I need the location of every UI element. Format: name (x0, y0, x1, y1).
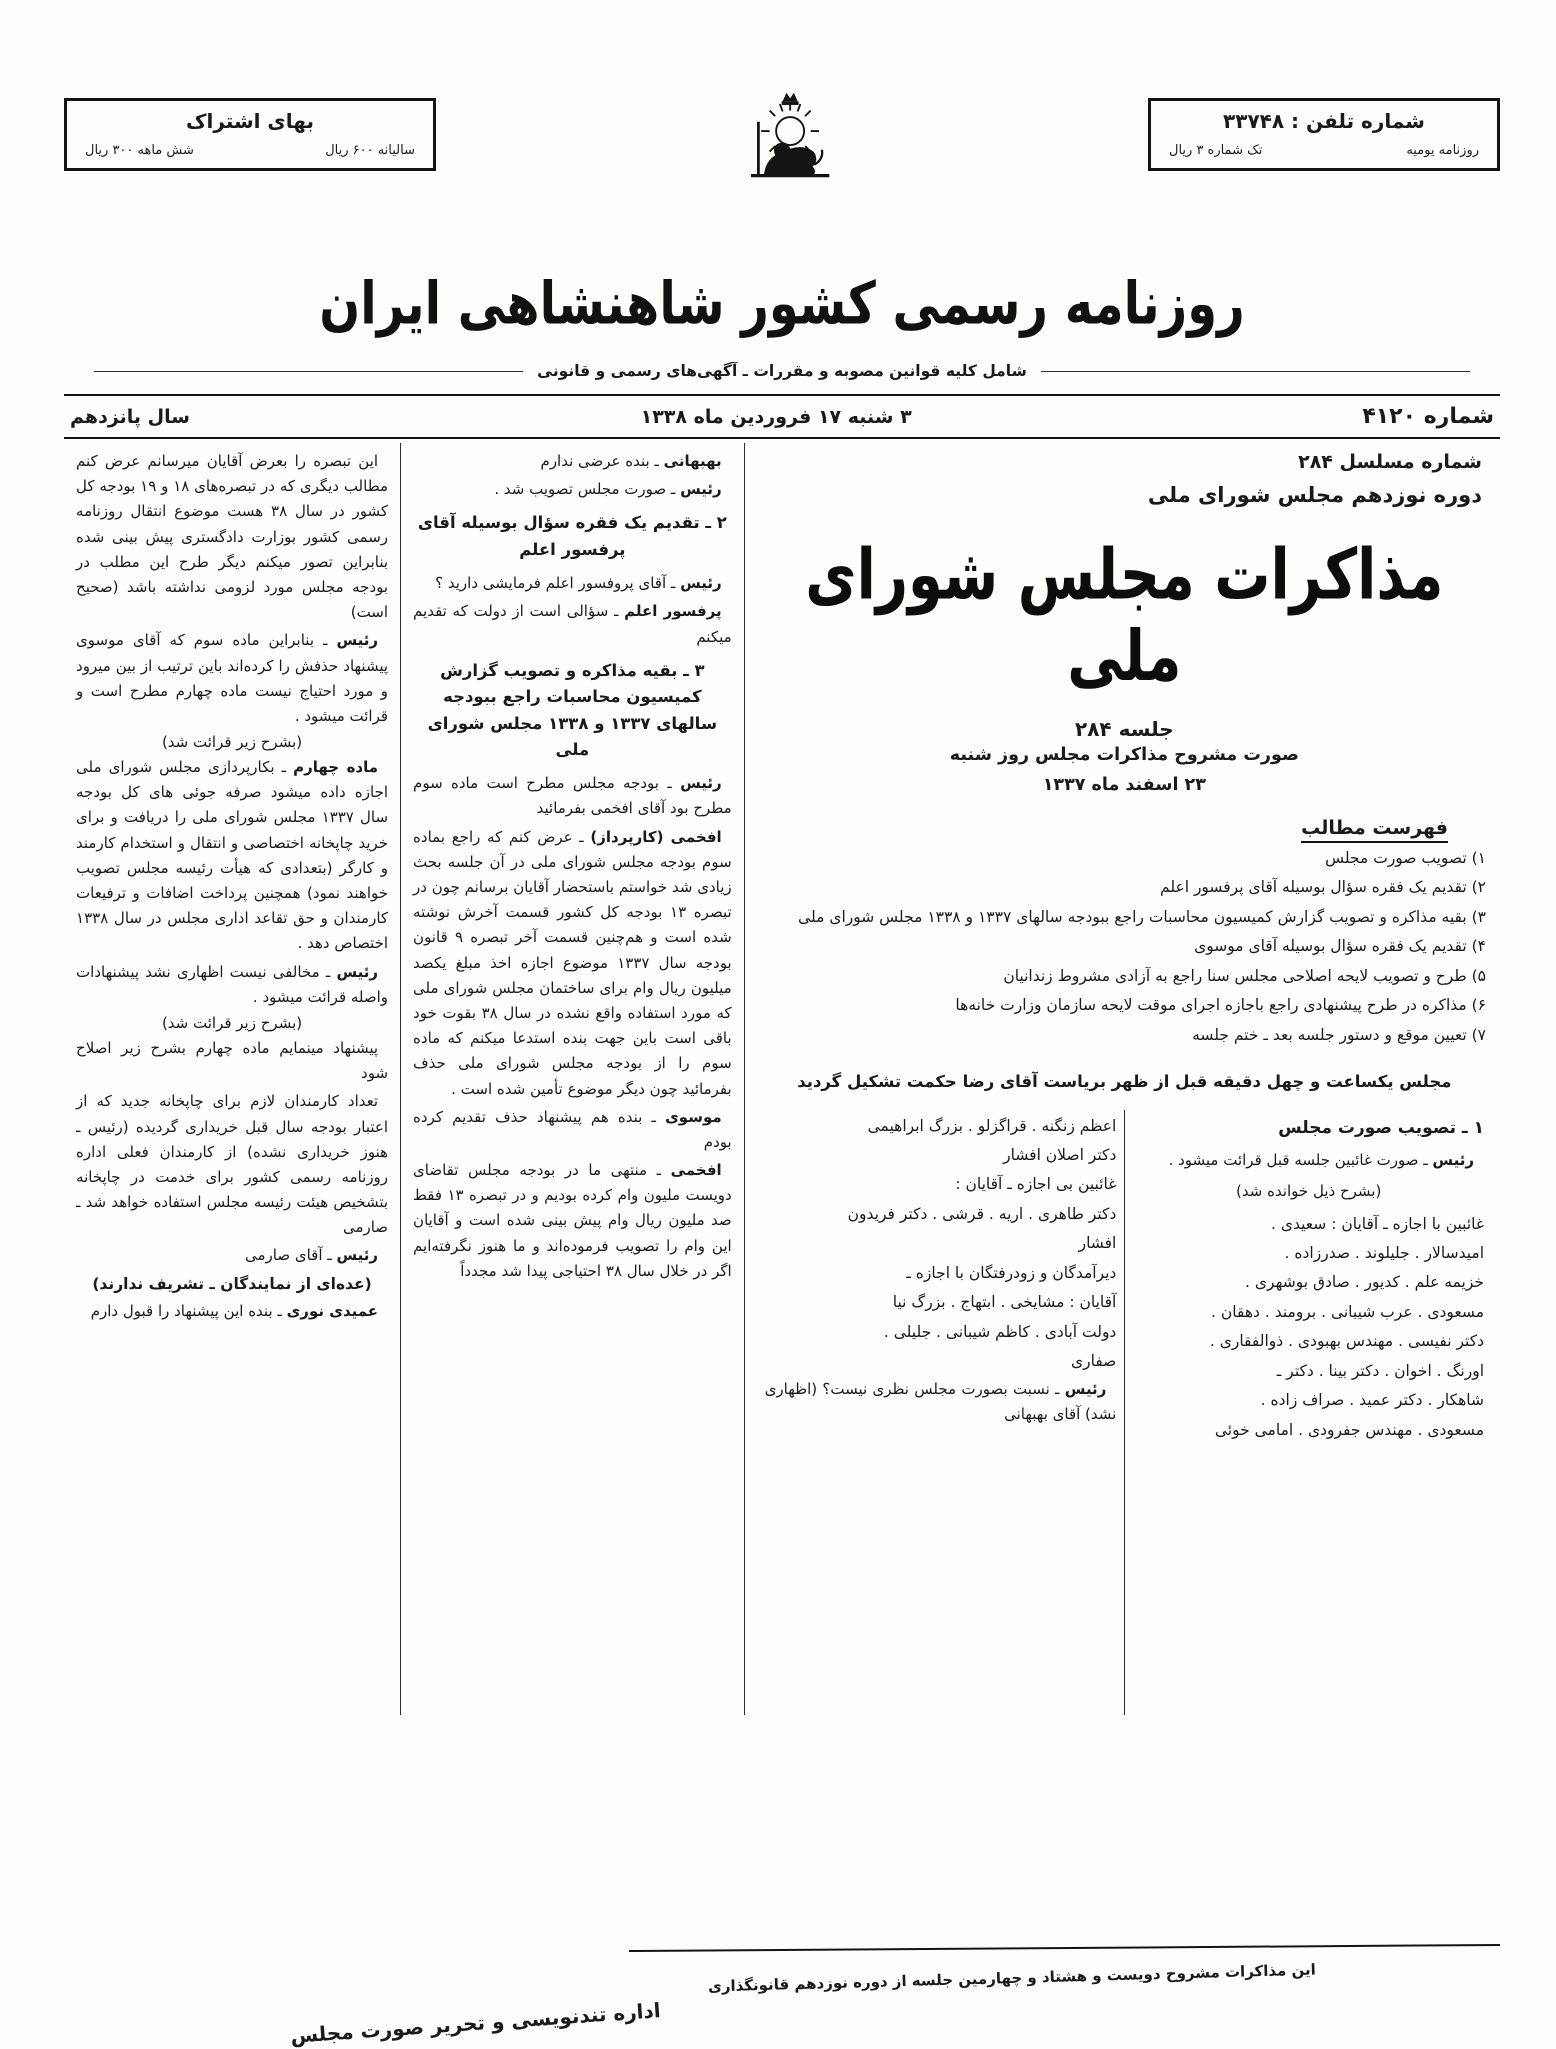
session-description: صورت مشروح مذاکرات مجلس روز شنبه (949, 745, 1299, 765)
absent-names-line: افشار (1078, 1234, 1117, 1253)
minutes-column-left (757, 1110, 1125, 1715)
newspaper-subtitle-rule (64, 362, 1500, 380)
session-opening-note: مجلس یکساعت و چهل دقیقه قبل از ظهر بریاست آقای رضا حکمت تشکیل گردید (797, 1071, 1452, 1091)
paragraph: بهبهانی ـ بنده عرضی ندارم (540, 452, 722, 470)
paragraph: رئیس ـ آقای صارمی (245, 1246, 379, 1265)
middle-column (400, 443, 745, 1715)
toc-item: ۳) بقیه مذاکره و تصویب گزارش کمیسیون محاسبات راجع ببودجه سالهای ۱۳۳۷ و ۱۳۳۸ مجلس شورای ملی (798, 907, 1486, 926)
minutes-subcolumns (757, 1110, 1492, 1715)
paragraph: رئیس ـ صورت غائبین جلسه قبل قرائت میشود . (1168, 1150, 1474, 1169)
paragraph: رئیس ـ نسبت بصورت مجلس نظری نیست؟ (اظهاری نشد) آقای بهبهانی (764, 1379, 1117, 1423)
paragraph: افخمی ـ منتهی ما در بودجه مجلس تقاضای دویست ملیون وام کرده بودیم و در تبصره ۱۳ فقط صد ملیون ریال وام پیش بینی شده است و آقایان این وام را تصویب فرموده‌اند و ما هنوز نگرفته‌ایم اگر در خلال سال ۳۸ احتیاجی پیدا شد مجدداً (413, 1161, 732, 1280)
paragraph: افخمی (کارپرداز) ـ عرض کنم که راجع بماده سوم بودجه مجلس شورای ملی در آن جلسه بحث زیادی شد خواستم باستحضار آقایان برسانم چون در تبصره ۱۳ بودجه کل کشور قسمت آخرش نوشته شده است و هم‌چنین قسمت آخر تبصره ۹ قانون بودجه سال ۱۳۳۷ موضوع اجازه اخذ مبلغ یکصد میلیون ریال وام برای ساختمان مجلس شورای ملی که مورد استفاده واقع نشده در سال ۳۸ بقوت خود باقی است باین جهت بنده استدعا میکنم که ماده سوم را از بودجه مجلس شورای ملی حذف بفرمائید چون دیگر موضوع تأمین شده است . (413, 827, 732, 1098)
paragraph: تعداد کارمندان لازم برای چاپخانه جدید که از اعتبار بودجه سال قبل خریداری گردیده (رئیس ـ هنوز خریداری نشده) از کارمندان فعلی اداره روزنامه رسمی کشور برای خدمت در چاپخانه بتشخیص هیئت رئیسه مجلس استفاده خواهد شد ـ صارمی (76, 1092, 389, 1237)
lion-and-sun-icon (733, 90, 851, 206)
agenda-heading: ۱ ـ تصویب صورت مجلس (1278, 1117, 1484, 1138)
toc-title: فهرست مطالب (1301, 817, 1448, 843)
absent-names-line: دکتر نفیسی . مهندس بهبودی . ذوالفقاری . (1209, 1332, 1484, 1351)
phone-number: شماره تلفن : ۳۳۷۴۸ (1223, 109, 1425, 133)
absent-names-line: مسعودی . مهندس جفرودی . امامی خوئی (1214, 1420, 1484, 1439)
absent-names-line: دکتر طاهری . اریه . قرشی . دکتر فریدون (847, 1204, 1117, 1223)
absent-names-line: دولت آبادی . کاظم شیبانی . جلیلی . (883, 1322, 1117, 1341)
paragraph: ماده چهارم ـ بکارپردازی مجلس شورای ملی اجازه داده میشود صرفه جوئی های کل بودجه سال ۱۳۳۷ مجلس شورای ملی را دریافت و برای خرید چاپخانه اختصاصی و انتقال و استخدام کارمند و کارگر (بتعدادی که هیأت رئیسه مجلس تصویب خواهند نمود) همچنین پرداخت اضافات و ترفیعات کارمندان و حق تقاعد اداری مجلس در سال ۱۳۳۸ اختصاص دهد . (76, 758, 389, 953)
toc-item: ۲) تقدیم یک فقره سؤال بوسیله آقای پرفسور اعلم (1160, 878, 1486, 897)
left-column (64, 443, 400, 1715)
table-of-contents (757, 845, 1492, 1052)
session-date: ۲۳ اسفند ماه ۱۳۳۷ (1042, 774, 1206, 795)
interjection-note: (عده‌ای از نمایندگان ـ تشریف ندارند) (92, 1274, 372, 1293)
absent-names-line: اورنگ . اخوان . دکتر بینا . دکتر ـ (1276, 1361, 1484, 1380)
issue-date: ۳ شنبه ۱۷ فروردین ماه ۱۳۳۸ (640, 405, 912, 428)
absent-names-line: شاهکار . دکتر عمید . صراف زاده . (1260, 1391, 1484, 1410)
annual-price: سالیانه ۶۰۰ ریال (325, 143, 415, 158)
toc-item: ۶) مذاکره در طرح پیشنهادی راجع باجازه اجرای موقت لایحه سازمان وزارت خانه‌ها (955, 996, 1486, 1015)
paragraph: عمیدی نوری ـ بنده این پیشنهاد را قبول دارم (90, 1301, 379, 1320)
newspaper-title: روزنامه رسمی کشور شاهنشاهی ایران (319, 269, 1245, 339)
paragraph: رئیس ـ آقای پروفسور اعلم فرمایشی دارید ؟ (435, 574, 722, 593)
section-heading: ۳ ـ بقیه مذاکره و تصویب گزارش کمیسیون محاسبات راجع ببودجه سالهای ۱۳۳۷ و ۱۳۳۸ مجلس شورای ملی (427, 660, 718, 759)
paragraph: پیشنهاد مینمایم ماده چهارم بشرح زیر اصلاح شود (76, 1038, 389, 1083)
issue-number: شماره ۴۱۲۰ (1362, 404, 1494, 429)
publication-year: سال پانزدهم (70, 405, 190, 428)
absent-names-line: دیرآمدگان و زودرفتگان با اجازه ـ (906, 1263, 1117, 1282)
read-note: (بشرح زیر قرائت شد) (161, 1013, 303, 1032)
minutes-column-right (1124, 1110, 1492, 1715)
toc-item: ۷) تعیین موقع و دستور جلسه بعد ـ ختم جلسه (1192, 1025, 1486, 1044)
paragraph: این تبصره را بعرض آقایان میرسانم عرض کنم مطالب دیگری که در تبصره‌های ۱۸ و ۱۹ بودجه کل کشور در سال ۳۸ هست موضوع انتقال روزنامه رسمی کشور بوزارت دادگستری پیش بینی شده بنابراین تصور میکنم دیگر طرح این مطلب در بودجه مجلس مورد لزومی نداشته باشد (صحیح است) (76, 452, 389, 622)
serial-number: شماره مسلسل ۲۸۴ (1298, 451, 1482, 473)
absent-names-line: دکتر اصلان افشار (1003, 1146, 1117, 1165)
paragraph: رئیس ـ صورت مجلس تصویب شد . (494, 480, 722, 499)
read-note: (بشرح زیر قرائت شد) (161, 733, 303, 752)
subscription-title: بهای اشتراک (186, 109, 314, 133)
subscription-box (64, 98, 436, 171)
single-issue-price: تک شماره ۳ ریال (1169, 143, 1263, 158)
footer-session-note: این مذاکرات مشروح دویست و هشتاد و چهارمین جلسه از دوره نوزدهم قانونگذاری (707, 1960, 1317, 1996)
absent-names-line: غائبین با اجازه ـ آقایان : سعیدی . (1271, 1214, 1484, 1233)
six-month-price: شش ماهه ۳۰۰ ریال (85, 143, 194, 158)
section-heading: ۲ ـ تقدیم یک فقره سؤال بوسیله آقای پرفسور اعلم (417, 513, 727, 559)
paragraph: رئیس ـ بنابراین ماده سوم که آقای موسوی پیشنهاد حذفش را کرده‌اند باین ترتیب از بین میرود و مورد احتیاج نیست ماده چهارم مطرح است و قرائت میشود . (76, 631, 389, 725)
toc-item: ۵) طرح و تصویب لایحه اصلاحی مجلس سنا راجع به آزادی مشروط زندانیان (1003, 966, 1486, 985)
daily-paper-label: روزنامه یومیه (1406, 143, 1479, 158)
footer-rule (629, 1944, 1500, 1952)
absent-names-line: امیدسالار . جلیلوند . صدرزاده . (1284, 1244, 1484, 1263)
toc-item: ۴) تقدیم یک فقره سؤال بوسیله آقای موسوی (1194, 937, 1486, 956)
page-header (64, 98, 1500, 206)
phone-info-box (1148, 98, 1500, 171)
absent-names-line: اعظم زنگنه . قراگزلو . بزرگ ابراهیمی (867, 1116, 1117, 1135)
absent-names-line: صفاری (1071, 1352, 1117, 1371)
toc-item: ۱) تصویب صورت مجلس (1325, 848, 1486, 867)
stenography-office-label: اداره تندنویسی و تحریر صورت مجلس (289, 1998, 662, 2048)
read-note: (بشرح ذیل خوانده شد) (1236, 1182, 1382, 1201)
right-section (745, 443, 1500, 1715)
newspaper-subtitle: شامل کلیه قوانین مصوبه و مقررات ـ آگهی‌های رسمی و قانونی (537, 362, 1027, 380)
paragraph: رئیس ـ مخالفی نیست اظهاری نشد پیشنهادات واصله قرائت میشود . (76, 962, 389, 1006)
session-number: جلسه ۲۸۴ (1075, 717, 1174, 741)
dateline (64, 394, 1500, 439)
absent-names-line: خزیمه علم . کدیور . صادق بوشهری . (1245, 1273, 1484, 1292)
proceedings-title: مذاکرات مجلس شورای ملی (805, 534, 1444, 698)
absent-names-line: غائبین بی اجازه ـ آقایان : (955, 1175, 1117, 1194)
body-columns (64, 443, 1500, 1715)
paragraph: پرفسور اعلم ـ سؤالی است از دولت که تقدیم میکنم (413, 602, 732, 646)
absent-names-line: مسعودی . عرب شیبانی . برومند . دهقان . (1211, 1302, 1484, 1321)
absent-names-line: آقایان : مشایخی . ابتهاج . بزرگ نیا (892, 1293, 1117, 1312)
paragraph: رئیس ـ بودجه مجلس مطرح است ماده سوم مطرح بود آقای افخمی بفرمائید (413, 774, 732, 818)
legislative-period: دوره نوزدهم مجلس شورای ملی (1147, 483, 1482, 507)
paragraph: موسوی ـ بنده هم پیشنهاد حذف تقدیم کرده بودم (413, 1107, 732, 1151)
